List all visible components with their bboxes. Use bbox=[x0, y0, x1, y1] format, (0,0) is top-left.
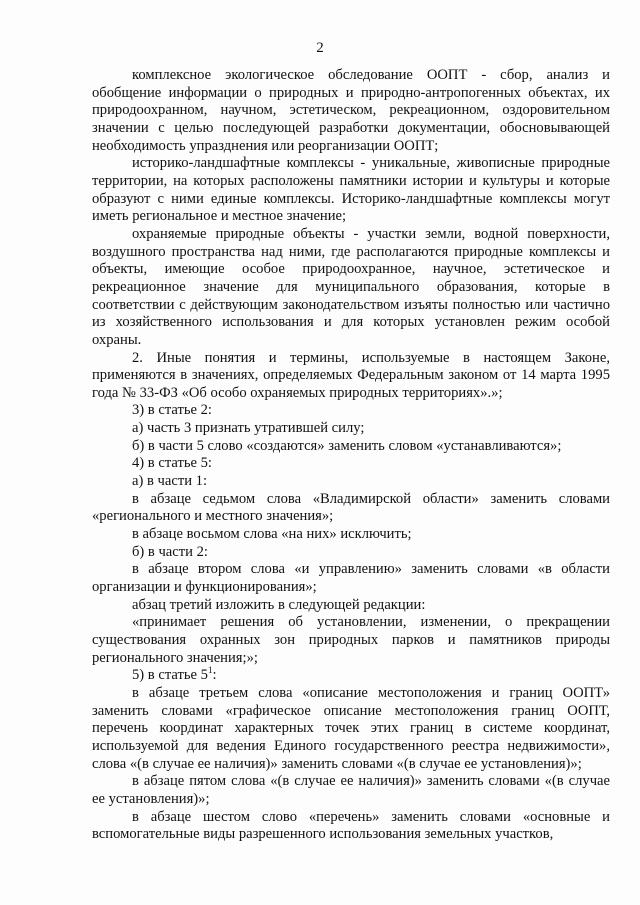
paragraph-item-5-colon: : bbox=[212, 667, 217, 684]
paragraph-item-3: 3) в статье 2: bbox=[132, 402, 212, 419]
document-body bbox=[92, 67, 610, 844]
paragraph-new-wording-quote: «принимает решения об установлении, изменении, о прекращении существования охранных зон природных парков и памятников природы регионального значения;»; bbox=[92, 614, 610, 666]
paragraph-definition-survey: комплексное экологическое обследование ООПТ - сбор, анализ и обобщение информации о природных и природно-антропогенных объектах, их природоохранном, научном, эстетическом, рекреационном, оздоровительном значении с целью последующей разработки документации, обосновывающей необходимость упразднения или реорганизации ООПТ; bbox=[92, 67, 610, 154]
paragraph-other-terms: 2. Иные понятия и термины, используемые в настоящем Законе, применяются в значениях, определяемых Федеральным законом от 14 марта 1995 года № 33-ФЗ «Об особо охраняемых природных территориях».»; bbox=[92, 349, 610, 401]
paragraph-item-4b: б) в части 2: bbox=[132, 543, 208, 560]
paragraph-item-5-fifth: в абзаце пятом слова «(в случае ее наличия)» заменить словами «(в случае ее установления)»; bbox=[92, 773, 610, 807]
paragraph-definition-historical-landscape: историко-ландшафтные комплексы - уникальные, живописные природные территории, на которых расположены памятники истории и культуры и которые образуют с ними единые комплексы. Историко-ландшафтные комплексы могут иметь региональное и местное значение; bbox=[92, 155, 610, 225]
paragraph-item-5-text: 5) в статье 5 bbox=[132, 667, 208, 684]
paragraph-item-4b-second: в абзаце втором слова «и управлению» заменить словами «в области организации и функционирования»; bbox=[92, 561, 610, 596]
page-number: 2 bbox=[316, 40, 324, 56]
paragraph-item-4a-seventh: в абзаце седьмом слова «Владимирской области» заменить словами «регионального и местного значения»; bbox=[92, 490, 610, 525]
article-superscript: 1 bbox=[207, 665, 213, 676]
paragraph-item-5-sixth: в абзаце шестом слово «перечень» заменить словами «основные и вспомогательные виды разрешенного использования земельных участков, bbox=[92, 808, 610, 843]
paragraph-definition-protected-objects: охраняемые природные объекты - участки земли, водной поверхности, воздушного пространства над ними, где располагаются природные комплексы и объекты, имеющие особое природоохранное, научное, эстетическое и рекреационное значение для муниципального образования, которые в соответствии с действующим законодательством изъяты полностью или частично из хозяйственного использования и для которых установлен режим особой охраны. bbox=[92, 225, 610, 348]
paragraph-item-4b-third: абзац третий изложить в следующей редакции: bbox=[132, 596, 426, 613]
paragraph-item-5-third: в абзаце третьем слова «описание местоположения и границ ООПТ» заменить словами «графическое описание местоположения границ ООПТ, перечень координат характерных точек этих границ в системе координат, используемой для ведения Единого государственного реестра недвижимости», слова «(в случае ее наличия)» заменить словами «(в случае ее установления)»; bbox=[92, 684, 610, 772]
paragraph-item-4a-eighth: в абзаце восьмом слова «на них» исключить; bbox=[132, 526, 412, 543]
paragraph-item-4a: а) в части 1: bbox=[132, 473, 208, 490]
paragraph-item-3a: а) часть 3 признать утратившей силу; bbox=[132, 420, 365, 437]
paragraph-item-4: 4) в статье 5: bbox=[132, 455, 212, 472]
paragraph-item-3b: б) в части 5 слово «создаются» заменить словом «устанавливаются»; bbox=[132, 437, 562, 454]
paragraph-item-5 bbox=[92, 667, 610, 685]
